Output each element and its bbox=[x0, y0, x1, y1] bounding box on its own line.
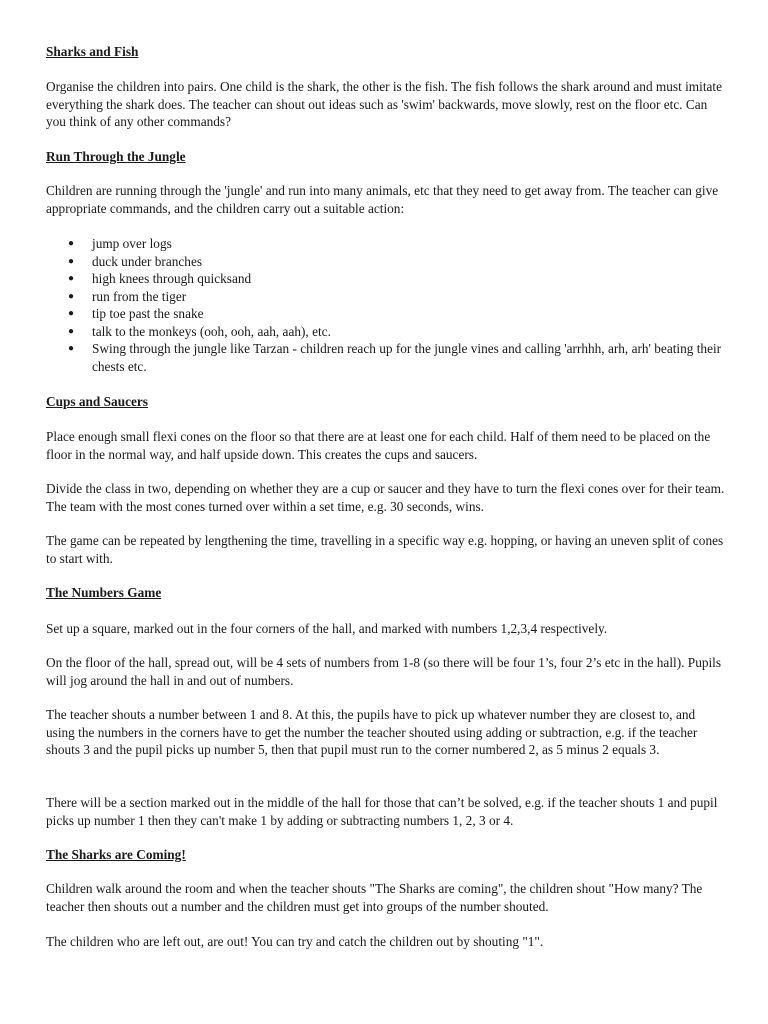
paragraph: Children walk around the room and when the teacher shouts "The Sharks are coming", the children shout "How many? The teacher then shouts out a number and the children must get into groups of the number shouted. bbox=[46, 881, 703, 914]
list-item: ● high knees through quicksand bbox=[68, 271, 252, 286]
section-heading: Run Through the Jungle bbox=[46, 149, 186, 164]
paragraph: Children are running through the 'jungle' and run into many animals, etc that they need to get away from. The teacher can give appropriate commands, and the children carry out a suitable action: bbox=[46, 183, 719, 216]
list-item: ● talk to the monkeys (ooh, ooh, aah, aah), etc. bbox=[68, 323, 331, 339]
paragraph: The teacher shouts a number between 1 and 8. At this, the pupils have to pick up whatever number they are closest to, and using the numbers in the corners have to get the number the teacher shouted using adding or subtraction, e.g. if the teacher shouts 3 and the pupil picks up number 5, then that pupil must run to the corner numbered 2, as 5 minus 2 equals 3. bbox=[46, 707, 698, 757]
paragraph: On the floor of the hall, spread out, will be 4 sets of numbers from 1-8 (so there will be four 1’s, four 2’s etc in the hall). Pupils will jog around the hall in and out of numbers. bbox=[46, 655, 722, 688]
paragraph: The game can be repeated by lengthening the time, travelling in a specific way e.g. hopping, or having an uneven split of cones to start with. bbox=[46, 533, 724, 566]
section-heading: The Numbers Game bbox=[46, 585, 162, 600]
list-item: ● tip toe past the snake bbox=[68, 306, 204, 321]
paragraph: Set up a square, marked out in the four corners of the hall, and marked with numbers 1,2,3,4 respectively. bbox=[46, 621, 608, 636]
bullet-list bbox=[46, 235, 726, 375]
section-heading: Cups and Saucers bbox=[46, 394, 148, 409]
paragraph: The children who are left out, are out! You can try and catch the children out by shouting "1". bbox=[46, 934, 544, 949]
list-item: ● run from the tiger bbox=[68, 288, 187, 304]
bullet-icon: ● bbox=[68, 273, 75, 284]
bullet-icon: ● bbox=[68, 325, 75, 337]
bullet-icon: ● bbox=[68, 290, 75, 302]
list-item: ● Swing through the jungle like Tarzan - children reach up for the jungle vines and calling 'arrhhh, arh, arh' beating their chests etc. bbox=[68, 341, 722, 374]
paragraph: Divide the class in two, depending on whether they are a cup or saucer and they have to turn the flexi cones over for their team. The team with the most cones turned over within a set time, e.g. 30 seconds, wins. bbox=[46, 481, 725, 514]
paragraph: Organise the children into pairs. One child is the shark, the other is the fish. The fish follows the shark around and must imitate everything the shark does. The teacher can shout out ideas such as 'swim' backwards, move slowly, rest on the floor etc. Can you think of any other commands? bbox=[46, 79, 723, 129]
bullet-icon: ● bbox=[68, 255, 75, 267]
list-item: ● duck under branches bbox=[68, 253, 203, 269]
paragraph: Place enough small flexi cones on the floor so that there are at least one for each child. Half of them need to be placed on the floor in the normal way, and half upside down. This creates the cups and saucers. bbox=[46, 429, 711, 462]
paragraph: There will be a section marked out in the middle of the hall for those that can’t be solved, e.g. if the teacher shouts 1 and pupil picks up number 1 then they can't make 1 by adding or subtracting numbers 1, 2, 3 or 4. bbox=[46, 795, 718, 828]
bullet-icon: ● bbox=[68, 238, 75, 249]
section-heading: Sharks and Fish bbox=[46, 44, 139, 59]
section-heading: The Sharks are Coming! bbox=[46, 847, 186, 862]
list-item: ● jump over logs bbox=[68, 236, 172, 251]
bullet-icon: ● bbox=[68, 343, 75, 354]
bullet-icon: ● bbox=[68, 308, 75, 319]
